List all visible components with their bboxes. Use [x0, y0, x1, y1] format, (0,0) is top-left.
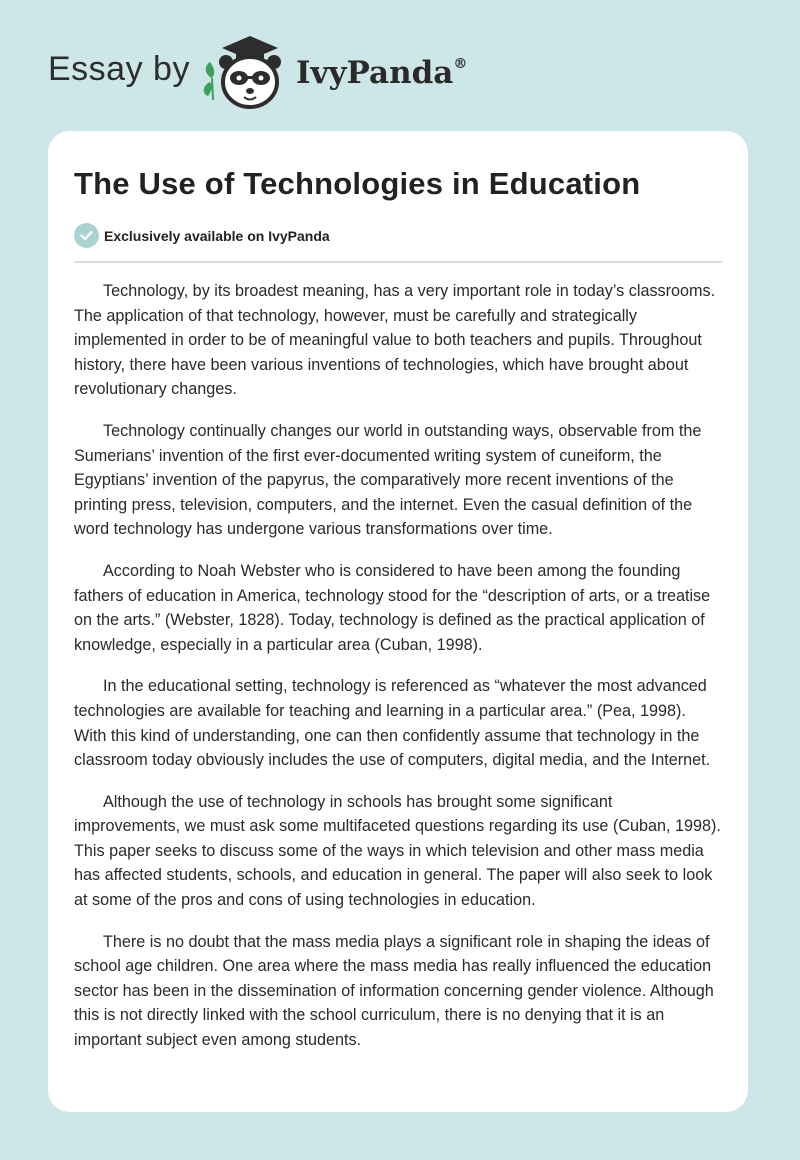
- paragraph: Although the use of technology in schools has brought some significant improvements, we must ask some multifaceted questions regarding its use (Cuban, 1998). This paper seeks to discuss some of the ways in which television and other mass media has affected students, schools, and education in general. The paper will also seek to look at some of the pros and cons of using technologies in education.: [74, 792, 721, 910]
- ivypanda-logo-icon[interactable]: [200, 30, 288, 110]
- essay-body: [74, 279, 722, 1053]
- exclusive-badge: [74, 223, 722, 248]
- essay-card: [48, 131, 748, 1112]
- paragraph: According to Noah Webster who is considered to have been among the founding fathers of education in America, technology stood for the “description of arts, or a treatise on the arts.” (Webster, 1828). Today, technology is defined as the practical application of knowledge, especially in a particular area (Cuban, 1998).: [74, 561, 711, 654]
- checkmark-icon: [74, 223, 99, 248]
- paragraph: There is no doubt that the mass media plays a significant role in shaping the ideas of school age children. One area where the mass media has really influenced the education sector has been in the dissemination of information concerning gender violence. Although this is not directly linked with the school curriculum, there is no denying that it is an important subject even among students.: [74, 932, 714, 1050]
- exclusive-label: Exclusively available on IvyPanda: [104, 227, 330, 244]
- paragraph: Technology continually changes our world in outstanding ways, observable from the Sumerians’ invention of the first ever-documented writing system of cuneiform, the Egyptians’ invention of the papyrus, the comparatively more recent inventions of the printing press, television, computers, and the internet. Even the casual definition of the word technology has undergone various transformations over time.: [74, 421, 702, 539]
- site-header: [0, 0, 800, 130]
- brand-name[interactable]: IvyPanda®: [296, 55, 468, 91]
- divider: [74, 261, 722, 263]
- paragraph: Technology, by its broadest meaning, has a very important role in today’s classrooms. The application of that technology, however, must be carefully and strategically implemented in order to be of meaningful value to both teachers and pupils. Throughout history, there have been various inventions of technologies, which have brought about revolutionary changes.: [74, 282, 716, 399]
- page-title: The Use of Technologies in Education: [74, 166, 641, 201]
- paragraph: In the educational setting, technology is referenced as “whatever the most advanced technologies are available for teaching and learning in a particular area.” (Pea, 1998). With this kind of understanding, one can then confidently assume that technology in the classroom today obviously includes the use of computers, digital media, and the Internet.: [74, 677, 711, 770]
- essay-by-label: Essay by: [48, 50, 190, 88]
